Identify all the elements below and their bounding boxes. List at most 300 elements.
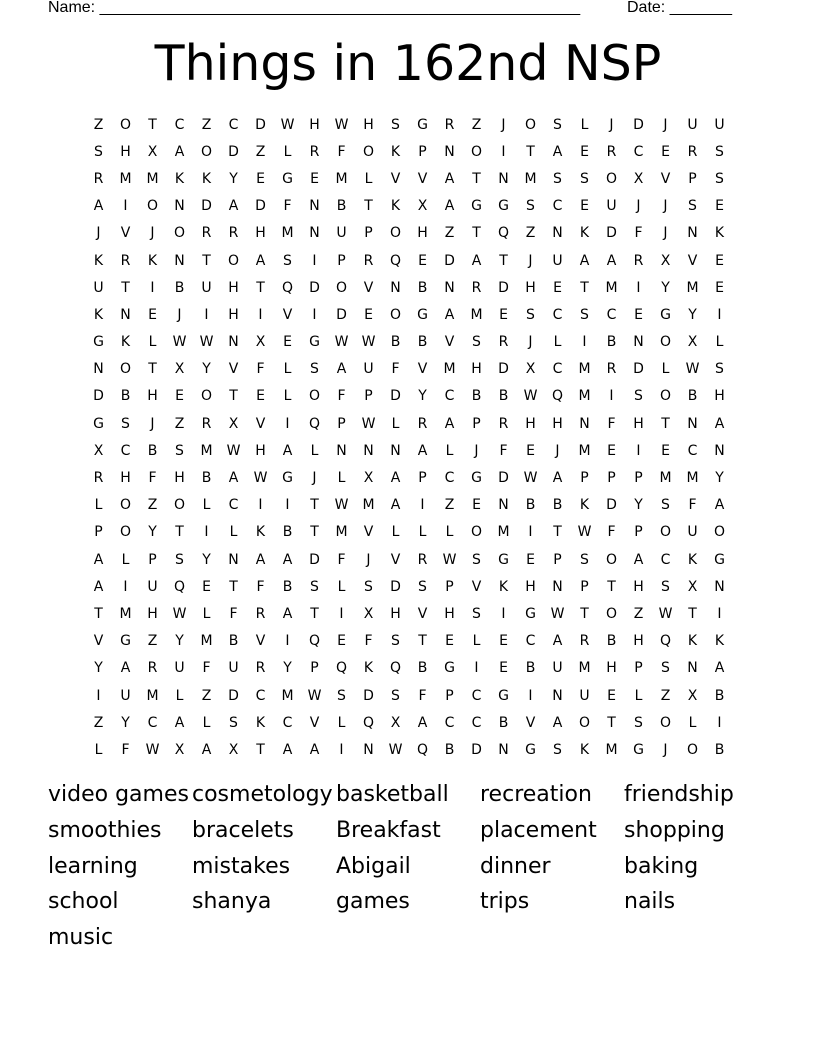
grid-row <box>85 492 733 519</box>
grid-letter: B <box>498 714 509 731</box>
grid-letter: K <box>390 143 401 160</box>
grid-letter: E <box>607 442 616 459</box>
grid-letter: D <box>309 551 320 568</box>
grid-letter: N <box>228 551 239 568</box>
grid-letter: U <box>336 225 347 242</box>
grid-letter: X <box>390 714 401 731</box>
grid-letter: W <box>658 605 673 622</box>
grid-letter: B <box>147 442 158 459</box>
grid-letter: I <box>609 388 614 405</box>
grid-letter: M <box>335 170 348 187</box>
grid-letter: L <box>418 524 427 541</box>
word-bank-item: dinner <box>480 853 551 879</box>
grid-letter: C <box>471 714 482 731</box>
grid-letter: H <box>525 279 536 296</box>
grid-letter: H <box>309 116 320 133</box>
grid-letter: N <box>174 252 185 269</box>
grid-letter: C <box>471 687 482 704</box>
grid-letter: P <box>553 551 562 568</box>
grid-letter: G <box>525 605 536 622</box>
grid-letter: S <box>661 497 670 514</box>
grid-letter: Z <box>147 633 158 650</box>
grid-letter: X <box>93 442 104 459</box>
grid-letter: O <box>200 388 213 405</box>
grid-letter: X <box>228 741 239 758</box>
grid-letter: F <box>256 578 265 595</box>
grid-letter: E <box>148 306 157 323</box>
grid-letter: K <box>687 633 698 650</box>
grid-letter: U <box>120 687 131 704</box>
grid-letter: I <box>285 415 290 432</box>
grid-letter: R <box>201 415 212 432</box>
grid-letter: W <box>361 334 376 351</box>
word-bank-item: games <box>336 889 410 915</box>
grid-letter: D <box>606 497 617 514</box>
grid-letter: O <box>389 306 402 323</box>
grid-letter: Q <box>659 633 672 650</box>
grid-letter: R <box>606 143 617 160</box>
grid-letter: Q <box>308 633 321 650</box>
grid-letter: L <box>202 714 211 731</box>
grid-letter: S <box>526 198 535 215</box>
grid-letter: O <box>659 524 672 541</box>
grid-letter: H <box>525 415 536 432</box>
grid-letter: Y <box>715 470 724 487</box>
grid-letter: D <box>498 279 509 296</box>
grid-letter: I <box>528 687 533 704</box>
grid-letter: A <box>552 470 563 487</box>
grid-letter: F <box>337 388 346 405</box>
grid-letter: S <box>634 714 643 731</box>
grid-letter: O <box>659 388 672 405</box>
grid-letter: J <box>96 225 101 242</box>
grid-letter: P <box>634 660 643 677</box>
grid-letter: S <box>553 170 562 187</box>
grid-letter: O <box>308 388 321 405</box>
grid-letter: E <box>472 497 481 514</box>
grid-letter: E <box>715 198 724 215</box>
grid-letter: H <box>390 605 401 622</box>
grid-letter: D <box>255 198 266 215</box>
grid-letter: T <box>688 605 697 622</box>
grid-letter: N <box>120 306 131 323</box>
grid-letter: Y <box>688 306 697 323</box>
grid-letter: O <box>605 170 618 187</box>
grid-letter: M <box>335 524 348 541</box>
word-bank-item: basketball <box>336 782 449 807</box>
grid-letter: S <box>337 687 346 704</box>
grid-letter: D <box>633 361 644 378</box>
grid-letter: A <box>228 198 239 215</box>
grid-letter: O <box>119 116 132 133</box>
grid-letter: Y <box>148 524 157 541</box>
grid-letter: T <box>202 252 211 269</box>
grid-letter: A <box>120 660 131 677</box>
grid-letter: S <box>94 143 103 160</box>
grid-letter: A <box>282 551 293 568</box>
grid-row <box>85 247 733 274</box>
grid-letter: Q <box>173 578 186 595</box>
grid-letter: E <box>445 633 454 650</box>
grid-letter: L <box>229 524 238 541</box>
grid-letter: M <box>578 361 591 378</box>
grid-letter: C <box>552 306 563 323</box>
grid-letter: R <box>255 660 266 677</box>
grid-letter: C <box>444 470 455 487</box>
grid-letter: W <box>442 551 457 568</box>
grid-letter: N <box>633 334 644 351</box>
grid-letter: T <box>94 605 103 622</box>
grid-letter: V <box>687 252 698 269</box>
grid-letter: B <box>444 741 455 758</box>
grid-letter: R <box>120 252 131 269</box>
grid-letter: A <box>552 633 563 650</box>
grid-letter: S <box>715 361 724 378</box>
grid-letter: A <box>282 442 293 459</box>
word-bank-item: video games <box>48 782 189 807</box>
grid-letter: P <box>310 660 319 677</box>
grid-letter: K <box>579 497 590 514</box>
grid-letter: M <box>686 279 699 296</box>
grid-letter: O <box>146 198 159 215</box>
grid-letter: M <box>200 633 213 650</box>
grid-letter: A <box>444 415 455 432</box>
page-title: Things in 162nd NSP <box>154 35 662 92</box>
grid-letter: S <box>715 170 724 187</box>
grid-letter: S <box>715 143 724 160</box>
grid-letter: I <box>258 497 263 514</box>
grid-letter: U <box>687 116 698 133</box>
grid-letter: Q <box>362 714 375 731</box>
grid-letter: F <box>418 687 427 704</box>
grid-letter: G <box>660 306 671 323</box>
grid-letter: H <box>444 605 455 622</box>
grid-letter: W <box>334 334 349 351</box>
grid-letter: B <box>390 334 401 351</box>
grid-row <box>85 301 733 328</box>
grid-letter: I <box>339 605 344 622</box>
grid-letter: M <box>578 442 591 459</box>
grid-letter: I <box>420 497 425 514</box>
grid-letter: H <box>174 470 185 487</box>
word-bank-item: shopping <box>624 817 725 843</box>
grid-letter: P <box>364 388 373 405</box>
grid-letter: E <box>715 252 724 269</box>
grid-letter: X <box>363 605 374 622</box>
grid-letter: Y <box>94 660 103 677</box>
grid-letter: L <box>472 633 481 650</box>
grid-letter: T <box>256 279 265 296</box>
grid-letter: S <box>391 633 400 650</box>
grid-letter: C <box>282 714 293 731</box>
grid-letter: G <box>417 306 428 323</box>
grid-letter: H <box>147 605 158 622</box>
grid-letter: S <box>121 415 130 432</box>
grid-letter: N <box>363 741 374 758</box>
grid-letter: E <box>499 306 508 323</box>
grid-letter: I <box>258 306 263 323</box>
grid-letter: L <box>391 524 400 541</box>
grid-letter: Q <box>497 225 510 242</box>
grid-row <box>85 383 733 410</box>
grid-row <box>85 193 733 220</box>
grid-letter: K <box>93 306 104 323</box>
grid-letter: U <box>201 279 212 296</box>
grid-letter: B <box>552 497 563 514</box>
grid-letter: Q <box>281 279 294 296</box>
grid-letter: I <box>717 605 722 622</box>
grid-letter: F <box>607 415 616 432</box>
grid-letter: O <box>200 143 213 160</box>
grid-letter: M <box>470 306 483 323</box>
grid-letter: K <box>498 578 509 595</box>
grid-letter: R <box>687 143 698 160</box>
grid-row <box>85 736 733 763</box>
grid-letter: D <box>390 578 401 595</box>
grid-letter: T <box>310 524 319 541</box>
grid-letter: T <box>499 252 508 269</box>
grid-letter: D <box>363 687 374 704</box>
grid-letter: E <box>256 170 265 187</box>
grid-letter: R <box>363 252 374 269</box>
grid-letter: L <box>94 497 103 514</box>
grid-row <box>85 329 733 356</box>
grid-letter: E <box>553 279 562 296</box>
grid-letter: S <box>229 714 238 731</box>
grid-row <box>85 165 733 192</box>
grid-letter: G <box>120 633 131 650</box>
grid-letter: B <box>282 524 293 541</box>
grid-letter: B <box>498 388 509 405</box>
grid-letter: N <box>714 578 725 595</box>
grid-letter: N <box>714 442 725 459</box>
grid-letter: D <box>444 252 455 269</box>
grid-letter: Z <box>147 497 158 514</box>
grid-letter: Y <box>418 388 427 405</box>
grid-letter: D <box>201 198 212 215</box>
grid-letter: B <box>120 388 131 405</box>
grid-letter: M <box>686 470 699 487</box>
grid-letter: U <box>228 660 239 677</box>
grid-letter: L <box>94 741 103 758</box>
name-line: Name: ______________________________________________________ <box>48 0 581 16</box>
grid-letter: B <box>417 334 428 351</box>
grid-letter: L <box>661 361 670 378</box>
grid-letter: Z <box>471 116 482 133</box>
grid-letter: F <box>391 361 400 378</box>
grid-letter: B <box>606 334 617 351</box>
grid-letter: X <box>417 198 428 215</box>
grid-letter: W <box>307 687 322 704</box>
grid-letter: E <box>256 388 265 405</box>
word-bank-item: music <box>48 925 114 951</box>
grid-letter: R <box>471 279 482 296</box>
grid-letter: O <box>713 524 726 541</box>
grid-letter: M <box>605 279 618 296</box>
grid-letter: Y <box>175 633 184 650</box>
grid-letter: F <box>688 497 697 514</box>
grid-letter: H <box>633 578 644 595</box>
grid-letter: A <box>714 660 725 677</box>
grid-letter: R <box>309 143 320 160</box>
grid-letter: Z <box>201 116 212 133</box>
grid-letter: V <box>417 170 428 187</box>
grid-letter: O <box>659 714 672 731</box>
grid-letter: I <box>204 306 209 323</box>
grid-letter: O <box>173 497 186 514</box>
grid-letter: D <box>498 470 509 487</box>
grid-letter: L <box>391 415 400 432</box>
grid-letter: P <box>634 524 643 541</box>
grid-letter: A <box>606 252 617 269</box>
grid-letter: L <box>337 578 346 595</box>
grid-letter: U <box>579 687 590 704</box>
grid-letter: C <box>174 116 185 133</box>
grid-letter: T <box>148 361 157 378</box>
grid-letter: I <box>717 714 722 731</box>
grid-letter: I <box>501 143 506 160</box>
grid-letter: M <box>524 170 537 187</box>
grid-letter: N <box>498 497 509 514</box>
grid-letter: L <box>688 714 697 731</box>
grid-letter: A <box>336 361 347 378</box>
grid-letter: G <box>525 741 536 758</box>
word-bank-item: mistakes <box>192 853 291 879</box>
grid-letter: Y <box>121 714 130 731</box>
grid-letter: U <box>687 524 698 541</box>
grid-letter: H <box>120 470 131 487</box>
grid-letter: V <box>363 524 374 541</box>
grid-letter: I <box>339 741 344 758</box>
grid-letter: G <box>714 551 725 568</box>
grid-letter: J <box>501 116 506 133</box>
grid-letter: W <box>334 116 349 133</box>
grid-letter: E <box>715 279 724 296</box>
grid-letter: Z <box>93 714 104 731</box>
grid-letter: E <box>607 687 616 704</box>
word-bank-item: smoothies <box>48 817 162 843</box>
grid-letter: J <box>474 442 479 459</box>
grid-letter: V <box>228 361 239 378</box>
grid-letter: H <box>525 578 536 595</box>
grid-letter: L <box>283 361 292 378</box>
grid-letter: L <box>310 442 319 459</box>
grid-letter: W <box>523 388 538 405</box>
grid-letter: H <box>552 415 563 432</box>
grid-letter: F <box>256 361 265 378</box>
grid-letter: V <box>309 714 320 731</box>
grid-letter: V <box>93 633 104 650</box>
grid-letter: O <box>605 605 618 622</box>
grid-row <box>85 111 733 138</box>
grid-letter: L <box>445 524 454 541</box>
grid-letter: B <box>417 279 428 296</box>
grid-letter: Q <box>551 388 564 405</box>
grid-letter: O <box>659 334 672 351</box>
grid-letter: A <box>174 714 185 731</box>
grid-letter: N <box>228 334 239 351</box>
grid-letter: L <box>148 334 157 351</box>
grid-letter: C <box>660 551 671 568</box>
grid-letter: K <box>201 170 212 187</box>
grid-letter: Z <box>174 415 185 432</box>
grid-letter: E <box>526 442 535 459</box>
grid-letter: P <box>445 687 454 704</box>
grid-letter: D <box>255 116 266 133</box>
grid-letter: T <box>310 605 319 622</box>
grid-letter: K <box>714 225 725 242</box>
grid-letter: X <box>363 470 374 487</box>
grid-letter: W <box>523 470 538 487</box>
grid-letter: O <box>605 551 618 568</box>
grid-letter: F <box>634 225 643 242</box>
grid-letter: A <box>714 497 725 514</box>
grid-letter: S <box>418 578 427 595</box>
grid-letter: W <box>253 470 268 487</box>
grid-row <box>85 573 733 600</box>
grid-letter: S <box>580 170 589 187</box>
grid-letter: W <box>334 497 349 514</box>
grid-letter: P <box>94 524 103 541</box>
date-line: Date: _______ <box>627 0 732 16</box>
grid-letter: A <box>579 252 590 269</box>
grid-letter: I <box>204 524 209 541</box>
grid-letter: T <box>364 198 373 215</box>
grid-letter: O <box>578 714 591 731</box>
grid-letter: A <box>633 551 644 568</box>
grid-letter: W <box>361 415 376 432</box>
grid-letter: P <box>445 578 454 595</box>
grid-row <box>85 220 733 247</box>
grid-letter: Z <box>93 116 104 133</box>
grid-letter: I <box>528 524 533 541</box>
grid-letter: D <box>471 741 482 758</box>
grid-letter: P <box>337 415 346 432</box>
grid-letter: G <box>444 660 455 677</box>
grid-letter: A <box>255 252 266 269</box>
grid-letter: K <box>93 252 104 269</box>
grid-letter: K <box>120 334 131 351</box>
grid-letter: C <box>444 714 455 731</box>
grid-letter: T <box>310 497 319 514</box>
grid-letter: S <box>688 198 697 215</box>
grid-letter: A <box>282 741 293 758</box>
grid-letter: A <box>471 252 482 269</box>
grid-letter: Y <box>229 170 238 187</box>
grid-letter: F <box>337 551 346 568</box>
grid-letter: E <box>661 143 670 160</box>
grid-letter: B <box>282 578 293 595</box>
grid-letter: W <box>145 741 160 758</box>
grid-letter: P <box>337 252 346 269</box>
grid-letter: V <box>417 361 428 378</box>
grid-letter: B <box>228 633 239 650</box>
grid-letter: B <box>471 388 482 405</box>
grid-letter: H <box>633 633 644 650</box>
grid-letter: A <box>390 497 401 514</box>
grid-letter: W <box>550 605 565 622</box>
grid-letter: D <box>633 116 644 133</box>
grid-letter: N <box>498 170 509 187</box>
grid-letter: A <box>417 714 428 731</box>
grid-letter: H <box>228 279 239 296</box>
grid-letter: C <box>633 143 644 160</box>
grid-letter: T <box>607 714 616 731</box>
grid-letter: I <box>285 633 290 650</box>
word-bank-item: learning <box>48 853 138 879</box>
word-bank <box>48 777 768 956</box>
grid-letter: L <box>364 170 373 187</box>
